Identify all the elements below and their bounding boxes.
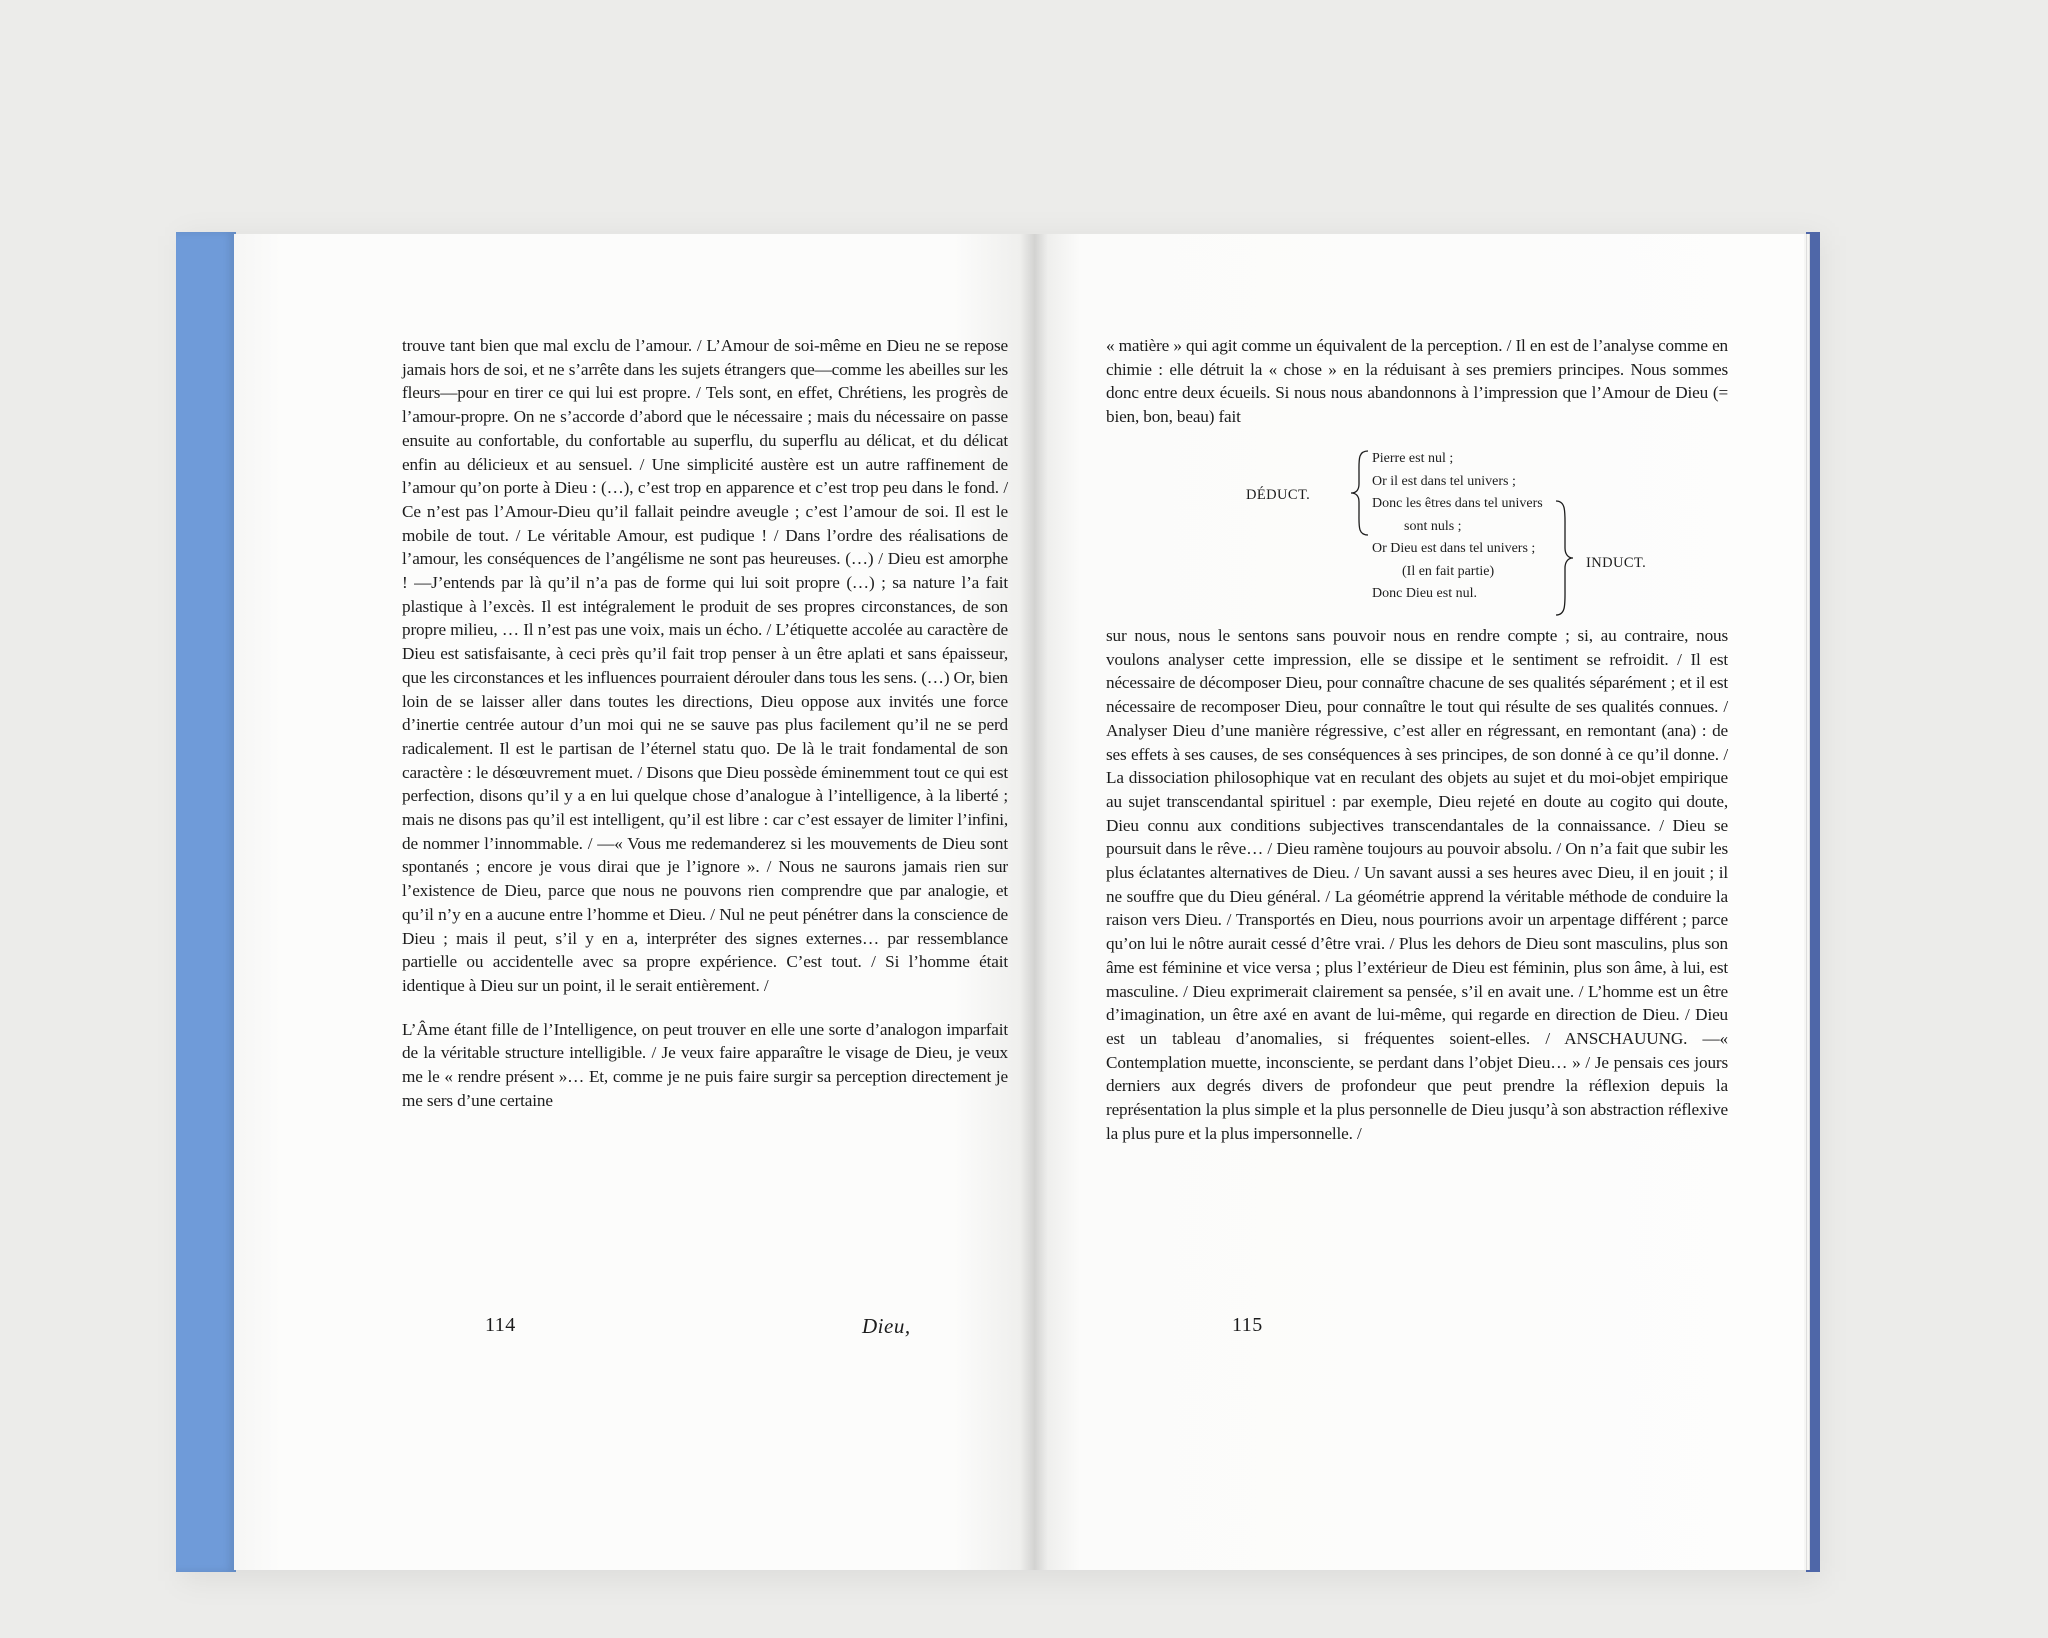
running-head: Dieu, [862, 1314, 911, 1338]
syllogism-diagram [1106, 448, 1728, 620]
right-paragraph-bottom: sur nous, nous le sentons sans pouvoir nous en rendre compte ; si, au contraire, nous voulons analyser cette impression, elle se dissipe et le sentiment se refroidit. / Il est nécessaire de décomposer Dieu, pour connaître chacune de ses qualités séparément ; et il est nécessaire de recomposer Dieu, pour connaître le tout qui résulte de ses qualités connues. / Analyser Dieu d’une manière régressive, c’est aller en régressant, en remontant (ana) : de ses effets à ses causes, de ses conséquences à ses principes, de son donné à ce qu’il donne. / La dissociation philosophique vat en reculant des objets au sujet et du moi-objet empirique au sujet transcendantal spirituel : par exemple, Dieu rejeté en doute au cogito qui doute, Dieu connu aux conditions subjectives transcendantales de la connaissance. / Dieu se poursuit dans le rêve… / Dieu ramène toujours au pouvoir absolu. / On n’a fait que subir les plus éclatantes alternatives de Dieu. / Un savant aussi a ses heures avec Dieu, il en jouit ; il ne souffre que du Dieu général. / La géométrie apprend la véritable méthode de conduire la raison vers Dieu. / Transportés en Dieu, nous pourrions avoir un arpentage différent ; parce qu’on lui le nôtre aurait cessé d’être vrai. / Plus les dehors de Dieu sont masculins, plus son âme est féminine et vice versa ; plus l’extérieur de Dieu est féminin, plus son âme, à lui, est masculine. / Dieu exprimerait clairement sa pensée, s’il en avait une. / L’homme est un être d’imagination, un être axé en avant de lui-même, qui regarde en direction de Dieu. / Dieu est un tableau d’anomalies, si fréquentes soient-elles. / ANSCHAUUNG. —« Contemplation muette, inconsciente, se perdant dans l’objet Dieu… » / Je pensais ces jours derniers aux degrés divers de profondeur que peut prendre la réflexion depuis la représentation la plus simple et la plus personnelle de Dieu jusqu’à son abstraction réflexive la plus pure et la plus impersonnelle. / [1106, 626, 1728, 1143]
right-page-text-bottom [1106, 624, 1728, 1145]
syllogism-line: Or Dieu est dans tel univers ; [1372, 541, 1536, 556]
syllogism-line: Donc les êtres dans tel univers [1372, 496, 1543, 511]
deduct-label: DÉDUCT. [1246, 487, 1311, 503]
book-gutter [1020, 234, 1048, 1570]
left-brace-icon [1350, 450, 1370, 536]
right-paragraph-top: « matière » qui agit comme un équivalent de la perception. / Il en est de l’analyse comme en chimie : elle détruit la « chose » en la réduisant à ses premiers principes. Nous sommes donc entre deux écueils. Si nous nous abandonnons à l’impression que l’Amour de Dieu (= bien, bon, beau) fait [1106, 336, 1728, 427]
right-page [1034, 234, 1804, 1570]
book-cover-left [176, 232, 236, 1572]
induct-label: INDUCT. [1586, 555, 1647, 571]
syllogism-line: Or il est dans tel univers ; [1372, 473, 1516, 489]
left-paragraph-2: L’Âme étant fille de l’Intelligence, on peut trouver en elle une sorte d’analogon imparfait de la véritable structure intelligible. / Je veux faire apparaître le visage de Dieu, je veux me le « rendre présent »… Et, comme je ne puis faire surgir sa perception directement je me sers d’une certaine [402, 1019, 1008, 1110]
syllogism-line: (Il en fait partie) [1402, 563, 1495, 579]
page-number-left: 114 [485, 1314, 516, 1336]
left-page-text [402, 334, 1008, 1113]
syllogism-line: Donc Dieu est nul. [1372, 586, 1477, 601]
right-brace-icon [1554, 500, 1574, 616]
syllogism-line: Pierre est nul ; [1372, 451, 1454, 466]
right-page-text-top [1106, 334, 1728, 429]
page-number-right: 115 [1232, 1314, 1263, 1336]
syllogism-line: sont nuls ; [1404, 518, 1462, 534]
left-paragraph-1: trouve tant bien que mal exclu de l’amour. / L’Amour de soi-même en Dieu ne se repose jamais hors de soi, et ne s’arrête dans les sujets étrangers que—comme les abeilles sur les fleurs—pour en tirer ce qui lui est propre. / Tels sont, en effet, Chrétiens, les progrès de l’amour-propre. On ne s’accorde d’abord que le nécessaire ; mais du nécessaire on passe ensuite au confortable, du confortable au superflu, du superflu au délicat, et du délicat enfin au délicieux et au sensuel. / Une simplicité austère est un autre raffinement de l’amour qu’on porte à Dieu : (…), c’est trop en apparence et c’est trop peu dans le fond. / Ce n’est pas l’Amour-Dieu qu’il fallait peindre aveugle ; c’est l’amour de soi. Il est le mobile de tout. / Le véritable Amour, est pudique ! / Dans l’ordre des réalisations de l’amour, les conséquences de l’angélisme ne sont pas heureuses. (…) / Dieu est amorphe ! —J’entends par là qu’il n’a pas de forme qui lui soit propre (…) ; sa nature l’a fait plastique à l’excès. Il est intégralement le produit de ses propres circonstances, de son propre milieu, … Il n’est pas une voix, mais un écho. / L’étiquette accolée au caractère de Dieu est satisfaisante, à ceci près qu’il fait trop penser à un être aplati et sans épaisseur, que les circonstances et les influences pourraient dérouler dans tous les sens. (…) Or, bien loin de se laisser aller dans toutes les directions, Dieu oppose aux invités une force d’inertie centrée autour d’un moi qui ne se sauve pas plus facilement qu’il ne se perd radicalement. Il est le partisan de l’éternel statu quo. De là le trait fondamental de son caractère : le désœuvrement muet. / Disons que Dieu possède éminemment tout ce qui est perfection, disons qu’il y a en lui quelque chose d’analogue à l’intelligence, à la liberté ; mais ne disons pas qu’il est intelligent, qu’il est libre : car c’est essayer de limiter l’infini, de nommer l’innommable. / —« Vous me redemanderez si les mouvements de Dieu sont spontanés ; encore je vous dirai que je l’ignore ». / Nous ne saurons jamais rien sur l’existence de Dieu, parce que nous ne pouvons rien comprendre que par analogie, et qu’il n’y en a aucune entre l’homme et Dieu. / Nul ne peut pénétrer dans la conscience de Dieu ; mais il peut, s’il y en a, interpréter des signes externes… par ressemblance partielle ou accidentelle avec sa propre expérience. C’est tout. / Si l’homme était identique à Dieu sur un point, il le serait entièrement. / [402, 336, 1008, 995]
left-page [234, 234, 1034, 1570]
